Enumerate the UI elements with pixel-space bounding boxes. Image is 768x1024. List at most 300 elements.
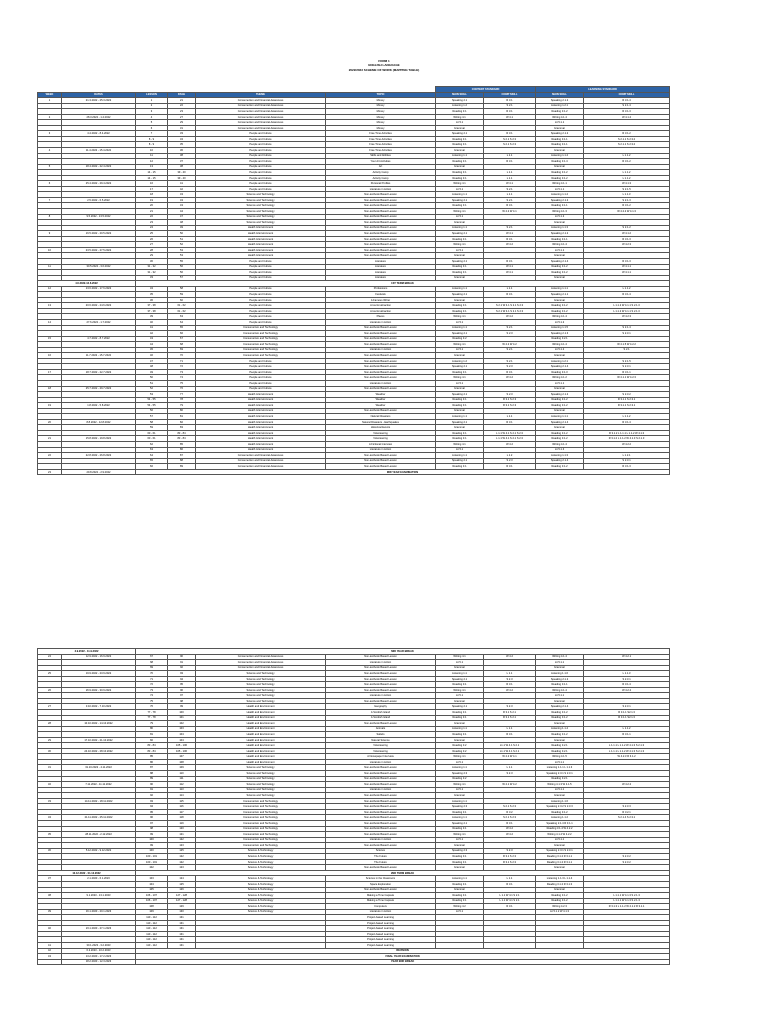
row-content-main-skill: Reading 3.1: [436, 682, 484, 688]
final-row-week: [38, 959, 62, 965]
row-lesson: 106 - 107: [136, 893, 168, 899]
row-lesson: 65: [136, 458, 168, 464]
row-theme: Science & Technology: [196, 898, 326, 904]
row-page: 73: [168, 369, 196, 375]
row-topic: Professions: [326, 286, 436, 292]
row-learning-main-skill: Speaking 2.1.4 R 3.1.1: [536, 820, 584, 826]
row-learning-main-skill: Grammar: [536, 737, 584, 743]
row-theme: Consumerism and Technology: [196, 331, 326, 337]
row-learning-main-skill: Reading 3.1.2: [536, 898, 584, 904]
row-content-main-skill: Listening 1.1: [436, 671, 484, 677]
row-content-comp-skill: R 3.1: [484, 236, 536, 242]
row-week: 12: [38, 286, 62, 292]
row-content-comp-skill: L 1.1: [484, 170, 536, 176]
row-content-main-skill: Reading 3.1: [436, 203, 484, 209]
row-learning-main-skill: Lit 5.1.1: [536, 660, 584, 666]
row-content-comp-skill: L1.1 W 4.1 S 2.1: [484, 743, 536, 749]
row-topic: Literature: [326, 270, 436, 276]
row-content-comp-skill: S 2.1 W 4.1 S 2.1 S 2.3: [484, 303, 536, 309]
col-header-learning-main-skill: MAIN SKILL: [536, 92, 584, 98]
row-dates: 11.7.2022 - 15.7.2022: [62, 353, 136, 359]
row-content-comp-skill: S 2.1 S 2.3: [484, 815, 536, 821]
row-content-comp-skill: L 1.1: [484, 175, 536, 181]
row-topic: Non-textbook Based Lesson: [326, 253, 436, 259]
row-theme: Science and Technology: [196, 698, 326, 704]
row-lesson: 34: [136, 286, 168, 292]
final-row-label: FINAL YEAR EXAMINATION: [136, 954, 670, 960]
row-learning-main-skill: Reading 3.1.2: [536, 264, 584, 270]
row-learning-comp-skill: W 4.2.3: [584, 314, 670, 320]
row-lesson: 14 - 15: [136, 170, 168, 176]
row-content-main-skill: Reading 3.1: [436, 308, 484, 314]
row-topic: A Famous Writer: [326, 297, 436, 303]
row-dates: 26.9.2022 - 30.9.2022: [62, 687, 136, 693]
row-page: 55: [168, 258, 196, 264]
row-learning-main-skill: Listening 1.1.2: [536, 815, 584, 821]
row-learning-main-skill: Speaking 2.1.4: [536, 704, 584, 710]
row-lesson: 94: [136, 804, 168, 810]
row-theme: Science and Technology: [196, 671, 326, 677]
row-content-main-skill: Reading 3.1: [436, 175, 484, 181]
row-learning-main-skill: Reading 3.1.2: [536, 430, 584, 436]
row-content-main-skill: Listening 1.1: [436, 876, 484, 882]
row-content-main-skill: Reading 3.1: [436, 170, 484, 176]
row-dates: 18.7.2022 - 22.7.2022: [62, 369, 136, 375]
row-theme: Consumerism and Financial Awareness: [196, 120, 326, 126]
row-content-comp-skill: R 3.1: [484, 258, 536, 264]
row-lesson: 42: [136, 331, 168, 337]
row-learning-main-skill: Reading 3.1.2: [536, 715, 584, 721]
row-dates: 20.6.2022 - 24.6.2022: [62, 303, 136, 309]
row-page: 39 - 40: [168, 175, 196, 181]
row-content-main-skill: Lit 5.1: [436, 909, 484, 915]
row-theme: People and Culture: [196, 364, 326, 370]
row-content-comp-skill: L 1.1 W 4.1 S 2.1 S 2.3: [484, 436, 536, 442]
row-lesson: 35: [136, 292, 168, 298]
row-content-comp-skill: W 4.1: [484, 264, 536, 270]
row-learning-comp-skill: W 4.2.1: [584, 654, 670, 660]
row-page: 43: [168, 197, 196, 203]
row-page: 71: [168, 358, 196, 364]
row-learning-main-skill: Speaking 2.1.4: [536, 364, 584, 370]
col-header-dates: DATES: [62, 92, 136, 98]
row-lesson: 91: [136, 787, 168, 793]
row-learning-main-skill: Grammar: [536, 698, 584, 704]
row-learning-main-skill: Lit 5.1.2: [536, 214, 584, 220]
row-page: 80: [168, 408, 196, 414]
row-topic: A Newspaper Interview: [326, 754, 436, 760]
row-learning-comp-skill: W 4.2.2: [584, 442, 670, 448]
row-page: 125: [168, 848, 196, 854]
row-dates: 4.4.2022 - 8.4.2022: [62, 131, 136, 137]
col-header-content-comp-skill: COMP SKILL: [484, 92, 536, 98]
row-learning-main-skill: Lit 5.1.2 W 4.1.3: [536, 909, 584, 915]
row-learning-main-skill: Reading 3.1.1: [536, 236, 584, 242]
row-theme: Consumerism and Technology: [196, 336, 326, 342]
row-learning-comp-skill: S 2.1.5: [584, 358, 670, 364]
row-lesson: 85: [136, 754, 168, 760]
row-lesson: 92: [136, 793, 168, 799]
row-theme: Health & Environment: [196, 236, 326, 242]
row-learning-main-skill: Reading 3.1.2: [536, 809, 584, 815]
row-page: 66: [168, 331, 196, 337]
row-page: 122: [168, 854, 196, 860]
row-learning-main-skill: Listening 1.1.4: [536, 192, 584, 198]
row-learning-comp-skill: L 1.1.1 L 1.1.2 W 4.1.3 S 2.1.3: [584, 748, 670, 754]
row-content-main-skill: Grammar: [436, 148, 484, 154]
row-page: 51: [168, 236, 196, 242]
row-content-main-skill: Speaking 2.3: [436, 804, 484, 810]
row-learning-comp-skill: W 4.1.3: [584, 181, 670, 187]
row-learning-main-skill: Reading 3.1.2: [536, 308, 584, 314]
row-dates: 2.5.2022 - 6.5.2022: [62, 197, 136, 203]
row-week: 38: [38, 893, 62, 899]
row-content-main-skill: Listening 1.1: [436, 414, 484, 420]
row-lesson: 13: [136, 164, 168, 170]
row-content-main-skill: Reading 3.1: [436, 109, 484, 115]
row-lesson: 103: [136, 876, 168, 882]
row-content-main-skill: Reading 3.1: [436, 303, 484, 309]
row-lesson: 104: [136, 881, 168, 887]
row-week: 27: [38, 704, 62, 710]
row-dates: 14.11.2022 - 18.11.2022: [62, 798, 136, 804]
row-learning-comp-skill: R 3.1.3: [584, 464, 670, 470]
final-row-dates: 18.2.2023 - 12.3.2023: [62, 959, 136, 965]
final-row: [38, 959, 670, 965]
col-header-content-main-skill: MAIN SKILL: [436, 92, 484, 98]
row-lesson: 95: [136, 809, 168, 815]
row-topic: Non-textbook Based Lesson: [326, 342, 436, 348]
exam-1-body: [38, 469, 670, 475]
row-content-main-skill: Lit 5.1: [436, 347, 484, 353]
row-lesson: 4: [136, 114, 168, 120]
row-topic: Non-textbook Based Lesson: [326, 408, 436, 414]
row-content-main-skill: Writing 4.1: [436, 242, 484, 248]
row-week: 5: [38, 164, 62, 170]
row-lesson: 70: [136, 671, 168, 677]
row-content-main-skill: Reading 3.1: [436, 264, 484, 270]
row-theme: Health & Environment: [196, 397, 326, 403]
row-page: 102: [168, 721, 196, 727]
row-content-main-skill: Lit 5.1: [436, 380, 484, 386]
row-page: 130: [168, 909, 196, 915]
row-learning-comp-skill: W 4.1.2: [584, 231, 670, 237]
row-theme: Consumerism and Financial Awareness: [196, 98, 326, 104]
row-topic: Non-textbook Based Lesson: [326, 331, 436, 337]
row-learning-comp-skill: R 3.1.1: [584, 732, 670, 738]
row-page: 23: [168, 109, 196, 115]
row-learning-comp-skill: R 3.1.3: [584, 258, 670, 264]
row-lesson: 12: [136, 159, 168, 165]
row-lesson: 33: [136, 275, 168, 281]
row-week: 29: [38, 737, 62, 743]
row-theme: People and Culture: [196, 297, 326, 303]
row-lesson: 41: [136, 325, 168, 331]
row-learning-main-skill: Reading 3.1.1: [536, 136, 584, 142]
row-week: 36: [38, 848, 62, 854]
row-theme: Health & Environment: [196, 408, 326, 414]
row-learning-comp-skill: S 2.3.1: [584, 331, 670, 337]
row-theme: Consumerism and Technology: [196, 832, 326, 838]
row-page: 43: [168, 203, 196, 209]
row-learning-main-skill: Grammar: [536, 425, 584, 431]
row-content-main-skill: Grammar: [436, 164, 484, 170]
row-page: 83 - 84: [168, 436, 196, 442]
row-page: 131: [168, 931, 196, 937]
row-page: 44: [168, 209, 196, 215]
row-theme: Health & Environment: [196, 414, 326, 420]
row-topic: Activity Camp: [326, 170, 436, 176]
row-page: 69: [168, 347, 196, 353]
row-page: 118: [168, 815, 196, 821]
row-lesson: 54 - 55: [136, 403, 168, 409]
row-page: 119: [168, 820, 196, 826]
row-lesson: 59: [136, 425, 168, 431]
row-page: 65: [168, 325, 196, 331]
row-learning-main-skill: Writing 4.1.4: [536, 687, 584, 693]
row-lesson: 108: [136, 904, 168, 910]
row-learning-main-skill: Grammar: [536, 721, 584, 727]
row-content-comp-skill: S 2.1: [484, 225, 536, 231]
row-topic: Literature in Action: [326, 347, 436, 353]
row-topic: The Future: [326, 859, 436, 865]
row-topic: Non-textbook Based Lesson: [326, 676, 436, 682]
row-learning-main-skill: Reading 3.1.2: [536, 893, 584, 899]
row-learning-main-skill: Reading 3.1.2: [536, 436, 584, 442]
row-page: 107: [168, 754, 196, 760]
row-theme: Health and Environment: [196, 759, 326, 765]
row-content-comp-skill: L 1.1 W 4.1 S 2.1: [484, 898, 536, 904]
row-content-comp-skill: L 1.1: [484, 153, 536, 159]
row-page: 61 - 62: [168, 308, 196, 314]
row-page: 123: [168, 865, 196, 871]
row-lesson: 100: [136, 848, 168, 854]
row-content-comp-skill: S 2.1 S 2.3: [484, 142, 536, 148]
row-learning-main-skill: Lit 5.1.1: [536, 759, 584, 765]
row-lesson: 11: [136, 153, 168, 159]
row-learning-comp-skill: L 1.1.2: [584, 726, 670, 732]
row-topic: Science in the Classroom: [326, 876, 436, 882]
row-page: 131: [168, 920, 196, 926]
row-topic: Weather: [326, 392, 436, 398]
row-learning-main-skill: Writing 4.1.4: [536, 314, 584, 320]
row-learning-comp-skill: L 1.2.1: [584, 453, 670, 459]
row-content-main-skill: Writing 4.1: [436, 654, 484, 660]
row-lesson: 60 - 61: [136, 436, 168, 442]
row-content-comp-skill: R 3.1 S 2.1: [484, 715, 536, 721]
row-theme: People and Culture: [196, 369, 326, 375]
row-learning-main-skill: Speaking 2.1.3: [536, 331, 584, 337]
row-learning-comp-skill: R 3.1.2 L 1.1.2 W 4.1.3 S 2.1.3: [584, 436, 670, 442]
row-page: 79: [168, 403, 196, 409]
row-lesson: 110 - 112: [136, 915, 168, 921]
row-lesson: 86: [136, 759, 168, 765]
row-content-comp-skill: S 2.1: [484, 358, 536, 364]
row-content-main-skill: Reading 3.1: [436, 136, 484, 142]
row-learning-comp-skill: S 2.1.2: [584, 225, 670, 231]
row-theme: Consumerism and Technology: [196, 342, 326, 348]
row-week: 9: [38, 231, 62, 237]
row-page: 52: [168, 242, 196, 248]
row-learning-main-skill: Lit 5.1.1: [536, 120, 584, 126]
row-theme: Science and Technology: [196, 793, 326, 799]
row-content-main-skill: Grammar: [436, 887, 484, 893]
row-learning-main-skill: Speaking 2.1.2: [536, 676, 584, 682]
row-page: 125: [168, 881, 196, 887]
row-theme: Consumerism and Technology: [196, 798, 326, 804]
row-week: 20: [38, 419, 62, 425]
table-1-body-a: [38, 98, 670, 281]
row-learning-comp-skill: R 3.1.4: [584, 682, 670, 688]
row-learning-main-skill: Listening 1.2.1: [536, 103, 584, 109]
row-page: 53: [168, 247, 196, 253]
row-theme: People and Culture: [196, 136, 326, 142]
row-topic: Money: [326, 103, 436, 109]
row-lesson: 58: [136, 419, 168, 425]
row-learning-comp-skill: S 2.3.2: [584, 392, 670, 398]
row-learning-main-skill: Reading 3.1.3: [536, 369, 584, 375]
row-learning-main-skill: Writing 4.1.4: [536, 114, 584, 120]
row-lesson: 67: [136, 654, 168, 660]
row-content-comp-skill: S 2.1: [484, 347, 536, 353]
table-2-body-a: [38, 654, 670, 870]
row-learning-main-skill: Reading 3.1.1: [536, 682, 584, 688]
row-learning-main-skill: Speaking 2.3.1 S 2.3.1: [536, 771, 584, 777]
row-page: 29: [168, 120, 196, 126]
row-theme: Science & Technology: [196, 887, 326, 893]
row-learning-main-skill: Grammar: [536, 887, 584, 893]
row-content-main-skill: Listening 1.1: [436, 286, 484, 292]
row-content-comp-skill: W 4.2: [484, 832, 536, 838]
row-page: 95: [168, 682, 196, 688]
row-topic: Non-textbook Based Lesson: [326, 776, 436, 782]
row-dates: 16.5.2022 - 20.5.2022: [62, 231, 136, 237]
row-theme: Consumerism and Financial Awareness: [196, 103, 326, 109]
row-topic: Non-textbook Based Lesson: [326, 654, 436, 660]
row-theme: People and Culture: [196, 270, 326, 276]
row-content-main-skill: Grammar: [436, 297, 484, 303]
row-topic: Literature: [326, 258, 436, 264]
row-dates: 25.4.2022 - 29.4.2022: [62, 181, 136, 187]
row-page: 117: [168, 809, 196, 815]
row-page: 104: [168, 732, 196, 738]
row-topic: Non-textbook Based Lesson: [326, 464, 436, 470]
row-lesson: 10: [136, 148, 168, 154]
row-lesson: 30: [136, 258, 168, 264]
row-page: 127 - 128: [168, 898, 196, 904]
row-learning-main-skill: Listening 1.1.6: [536, 798, 584, 804]
row-content-main-skill: Grammar: [436, 386, 484, 392]
row-dates: 9.5.2022 - 13.5.2022: [62, 214, 136, 220]
row-content-main-skill: Writing 4.1: [436, 342, 484, 348]
row-content-main-skill: Writing 4.1: [436, 181, 484, 187]
row-page: 108: [168, 759, 196, 765]
row-dates: 30.1.2023 - 3.2.2023: [62, 942, 136, 948]
row-lesson: 62: [136, 442, 168, 448]
row-content-comp-skill: R 3.1: [484, 881, 536, 887]
row-learning-comp-skill: R 3.1.1 S 2.3.1: [584, 397, 670, 403]
row-content-main-skill: Reading 3.1: [436, 236, 484, 242]
row-page: 78: [168, 397, 196, 403]
row-topic: Non-textbook Based Lesson: [326, 721, 436, 727]
row-week: 17: [38, 369, 62, 375]
row-lesson: 54 - 55: [136, 397, 168, 403]
row-content-main-skill: Listening 1.1: [436, 815, 484, 821]
row-lesson: 3: [136, 109, 168, 115]
row-topic: Weather: [326, 403, 436, 409]
row-content-comp-skill: W 4.2: [484, 442, 536, 448]
col-header-topic: TOPIC: [326, 92, 436, 98]
row-content-comp-skill: L 1.1 W 4.1 S 2.1 S 2.3: [484, 430, 536, 436]
row-learning-comp-skill: R 3.1.1 S2.1.3: [584, 710, 670, 716]
row-theme: Health & Environment: [196, 442, 326, 448]
row-page: 82: [168, 419, 196, 425]
row-learning-comp-skill: S 2.3.2: [584, 854, 670, 860]
row-theme: Health & Environment: [196, 392, 326, 398]
row-learning-main-skill: Reading 3.1.4 W 4.2.2: [536, 826, 584, 832]
row-page: 59: [168, 292, 196, 298]
row-dates: 31.10.2022 - 4.11.2022: [62, 765, 136, 771]
row-content-comp-skill: W 4.2: [484, 242, 536, 248]
row-content-main-skill: Listening 1.1: [436, 225, 484, 231]
row-theme: People and Culture: [196, 303, 326, 309]
row-theme: Health and Environment: [196, 710, 326, 716]
row-topic: Non-textbook Based Lesson: [326, 815, 436, 821]
row-lesson: 83 - 84: [136, 743, 168, 749]
row-theme: Science and Technology: [196, 214, 326, 220]
col-header-week: WEEK: [38, 92, 62, 98]
row-learning-comp-skill: L 1.1.1 W 4.1.3 S 2.1.3: [584, 898, 670, 904]
row-learning-main-skill: Listening 1.1.4: [536, 726, 584, 732]
row-page: 113: [168, 787, 196, 793]
row-content-main-skill: Listening 1.1: [436, 153, 484, 159]
row-learning-main-skill: Listening 1.1.6: [536, 671, 584, 677]
row-content-comp-skill: R 3.1: [484, 820, 536, 826]
row-dates: 28.11.2022 - 2.12.2022: [62, 832, 136, 838]
row-content-main-skill: Speaking 2.1: [436, 331, 484, 337]
row-content-main-skill: Writing 4.1: [436, 209, 484, 215]
row-topic: Non-textbook Based Lesson: [326, 231, 436, 237]
row-topic: Non-textbook Based Lesson: [326, 197, 436, 203]
row-topic: Literature in Action: [326, 837, 436, 843]
row-page: 124: [168, 876, 196, 882]
row-learning-main-skill: Reading 3.2.1: [536, 743, 584, 749]
row-dates: 10.10.2022 - 14.10.2022: [62, 721, 136, 727]
row-lesson: 89: [136, 776, 168, 782]
row-content-main-skill: Lit 5.1: [436, 186, 484, 192]
row-theme: Consumerism and Technology: [196, 804, 326, 810]
row-lesson: 110 - 112: [136, 931, 168, 937]
row-lesson: 90: [136, 782, 168, 788]
row-content-comp-skill: S 2.3: [484, 331, 536, 337]
row-page: 37: [168, 159, 196, 165]
row-learning-main-skill: Reading 3.1.2: [536, 303, 584, 309]
row-lesson: 79: [136, 721, 168, 727]
row-topic: Skills and Abilities: [326, 153, 436, 159]
row-theme: Science & Technology: [196, 859, 326, 865]
row-theme: Consumerism and Financial Awareness: [196, 458, 326, 464]
row-learning-main-skill: Writing 4.1.4: [536, 242, 584, 248]
row-page: 105 - 106: [168, 748, 196, 754]
row-page: 67: [168, 336, 196, 342]
row-lesson: 19: [136, 197, 168, 203]
row-week: 21: [38, 436, 62, 442]
row-page: 41: [168, 181, 196, 187]
row-content-main-skill: Lit 5.1: [436, 247, 484, 253]
row-week: 37: [38, 876, 62, 882]
row-content-main-skill: Reading 3.1: [436, 893, 484, 899]
row-theme: Science & Technology: [196, 876, 326, 882]
